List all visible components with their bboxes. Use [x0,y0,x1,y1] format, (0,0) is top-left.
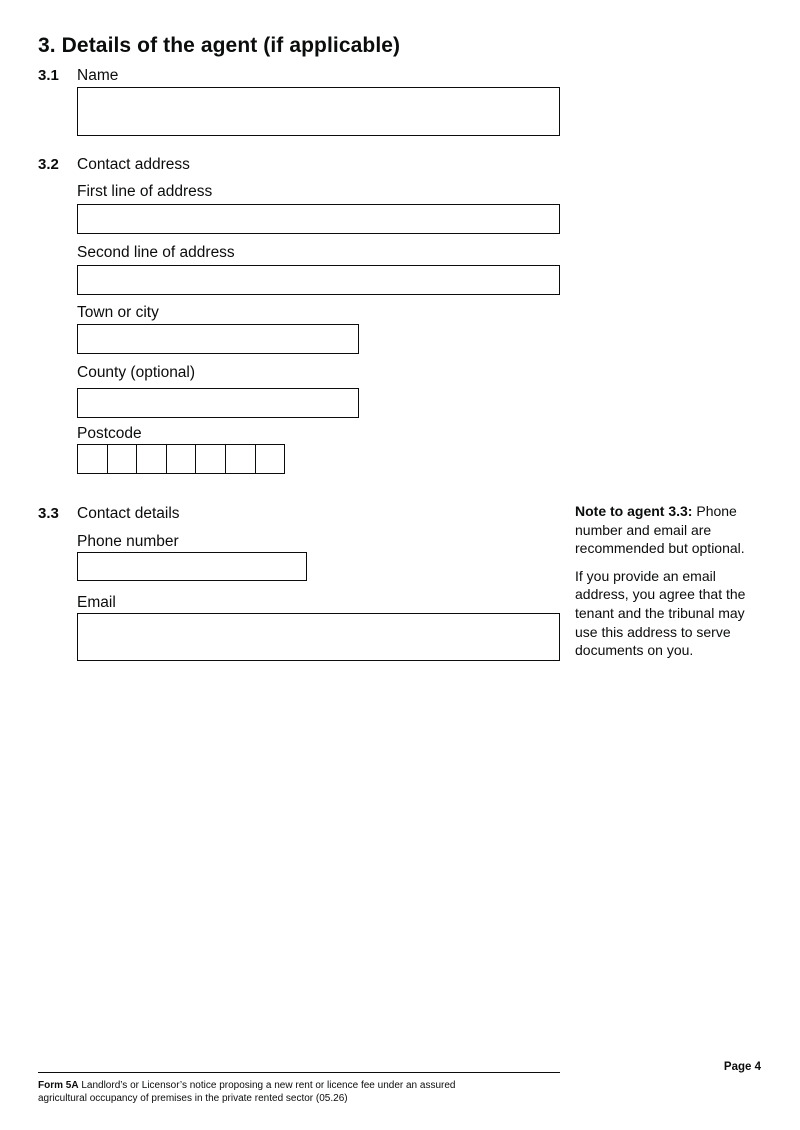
question-label-name: Name [77,67,119,84]
postcode-char-box[interactable] [255,444,286,474]
postcode-char-box[interactable] [166,444,197,474]
postcode-char-box[interactable] [77,444,108,474]
footer-form-description [38,1079,478,1105]
phone-field[interactable] [77,552,307,581]
agent-note-paragraph-1 [575,502,765,558]
footer-description-text: Landlord’s or Licensor’s notice proposing a new rent or licence fee under an assured agricultural occupancy of premises in the private rented sector (05.26) [38,1080,456,1104]
section-title: 3. Details of the agent (if applicable) [38,34,401,57]
agent-note [575,502,765,669]
postcode-char-box[interactable] [195,444,226,474]
postcode-field [77,444,284,474]
email-field[interactable] [77,613,560,661]
address-line1-field[interactable] [77,204,560,234]
town-label: Town or city [77,304,159,321]
agent-note-text-1: Phone number and email are recommended but optional. [575,503,745,557]
agent-note-paragraph-2: If you provide an email address, you agree that the tenant and the tribunal may use this address to serve documents on you. [575,567,746,659]
footer-form-id: Form 5A [38,1080,79,1091]
question-number-3-2: 3.2 [38,156,59,173]
agent-note-heading: Note to agent 3.3: [575,503,693,519]
address-line2-label: Second line of address [77,244,235,261]
footer-divider [38,1072,560,1073]
county-label: County (optional) [77,364,196,381]
postcode-label: Postcode [77,425,142,442]
email-label: Email [77,594,116,611]
question-label-contact-address: Contact address [77,156,190,173]
phone-label: Phone number [77,533,179,550]
address-line2-field[interactable] [77,265,560,295]
postcode-char-box[interactable] [136,444,167,474]
county-field[interactable] [77,388,359,418]
page-number: Page 4 [723,1061,761,1073]
question-number-3-3: 3.3 [38,505,59,522]
town-field[interactable] [77,324,359,354]
address-line1-label: First line of address [77,183,213,200]
postcode-char-box[interactable] [107,444,138,474]
question-label-contact-details: Contact details [77,505,180,522]
question-number-3-1: 3.1 [38,67,59,84]
postcode-char-box[interactable] [225,444,256,474]
name-field[interactable] [77,87,560,136]
